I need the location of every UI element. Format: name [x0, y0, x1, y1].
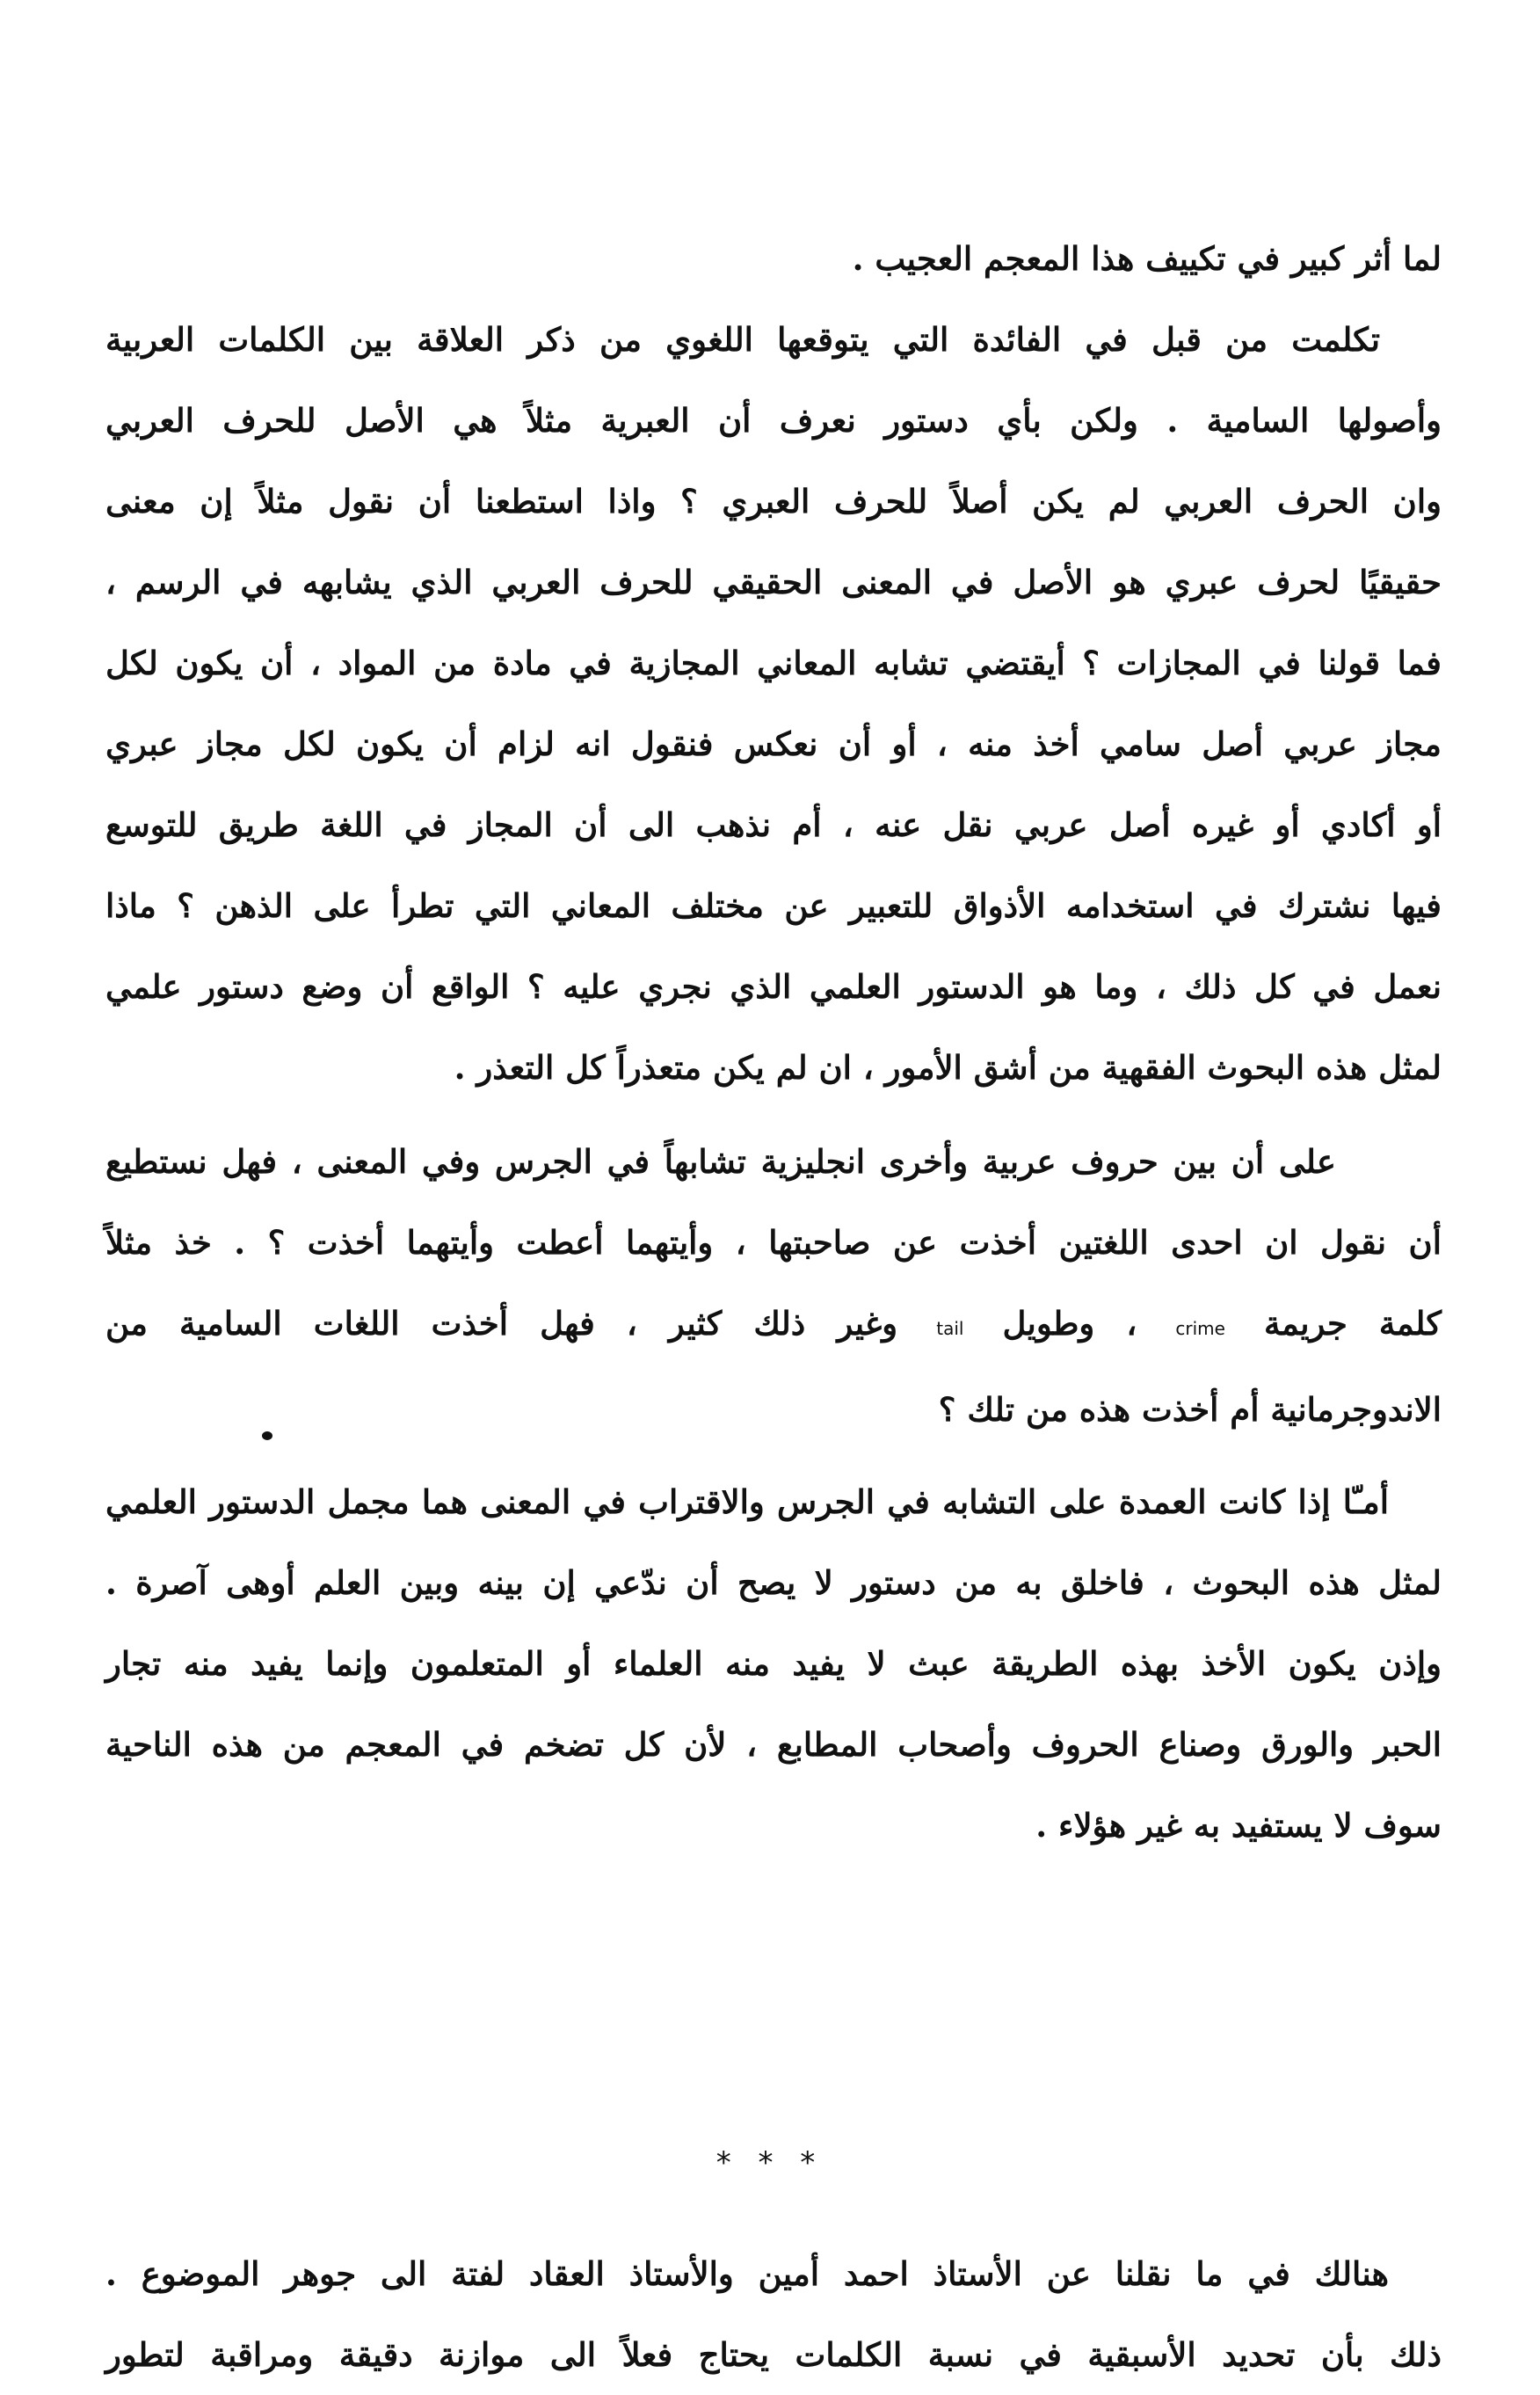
paragraph-scientific-method [105, 1461, 1442, 1866]
text-line: ذلك بأن تحديد الأسبقية في نسبة الكلمات يحتاج فعلاً الى موازنة دقيقة ومراقبة لتطور [105, 2335, 1442, 2374]
text-line: فيها نشترك في استخدامه الأذواق للتعبير عن مختلف المعاني التي تطرأ على الذهن ؟ ماذا [105, 886, 1442, 925]
text-line: أن نقول ان احدى اللغتين أخذت عن صاحبتها ، وأيتهما أعطت وأيتهما أخذت ؟ . خذ مثلاً [105, 1223, 1442, 1262]
text-line: فما قولنا في المجازات ؟ أيقتضي تشابه المعاني المجازية في مادة من المواد ، أن يكون لكل [105, 644, 1442, 682]
text-line: وأصولها السامية . ولكن بأي دستور نعرف أن العبرية مثلاً هي الأصل للحرف العربي [105, 401, 1442, 440]
text-line: سوف لا يستفيد به غير هؤلاء . [1035, 1806, 1442, 1845]
text-line [105, 1283, 1442, 1369]
text-line: لمثل هذه البحوث ، فاخلق به من دستور لا يصح أن ندّعي إن بينه وبين العلم أوهى آصرة . [105, 1563, 1442, 1602]
latin-word: tail [936, 1318, 964, 1339]
text-line: وإذن يكون الأخذ بهذه الطريقة عبث لا يفيد منه العلماء أو المتعلمون وإنما يفيد منه تجار [105, 1644, 1442, 1683]
text-line: مجاز عربي أصل سامي أخذ منه ، أو أن نعكس فنقول انه لزام أن يكون لكل مجاز عبري [105, 724, 1442, 763]
text-line: الاندوجرمانية أم أخذت هذه من تلك ؟ [938, 1390, 1442, 1429]
paragraph-semitic-origins [105, 299, 1442, 1108]
text-line: لمثل هذه البحوث الفقهية من أشق الأمور ، ان لم يكن متعذراً كل التعذر . [454, 1048, 1442, 1087]
text-fragment: كلمة جريمة [1264, 1304, 1442, 1343]
text-line: أمـّا إذا كانت العمدة على التشابه في الجرس والاقتراب في المعنى هما مجمل الدستور العلمي [105, 1482, 1389, 1521]
text-line: وان الحرف العربي لم يكن أصلاً للحرف العبري ؟ واذا استطعنا أن نقول مثلاً إن معنى [105, 482, 1442, 520]
text-line: هنالك في ما نقلنا عن الأستاذ احمد أمين والأستاذ العقاد لفتة الى جوهر الموضوع . [105, 2254, 1389, 2293]
ink-dot [262, 1431, 272, 1440]
text-line: على أن بين حروف عربية وأخرى انجليزية تشابهاً في الجرس وفي المعنى ، فهل نستطيع [105, 1142, 1336, 1181]
paragraph-continuation [105, 218, 1442, 299]
text-fragment: وغير ذلك كثير ، فهل أخذت اللغات السامية من [105, 1304, 898, 1343]
text-fragment: ، وطويل [1002, 1304, 1137, 1343]
text-line: تكلمت من قبل في الفائدة التي يتوقعها اللغوي من ذكر العلاقة بين الكلمات العربية [105, 320, 1380, 359]
paragraph-precedence [105, 2233, 1442, 2395]
paragraph-english-similarity [105, 1121, 1442, 1450]
text-line: أو أكادي أو غيره أصل عربي نقل عنه ، أم نذهب الى أن المجاز في اللغة طريق للتوسع [105, 805, 1442, 844]
latin-word: crime [1175, 1318, 1225, 1339]
text-line: حقيقيًا لحرف عبري هو الأصل في المعنى الحقيقي للحرف العربي الذي يشابهه في الرسم ، [105, 563, 1442, 601]
text-line: لما أثر كبير في تكييف هذا المعجم العجيب . [852, 239, 1442, 278]
text-line: نعمل في كل ذلك ، وما هو الدستور العلمي الذي نجري عليه ؟ الواقع أن وضع دستور علمي [105, 967, 1442, 1006]
text-line: الحبر والورق وصناع الحروف وأصحاب المطابع ، لأن كل تضخم في المعجم من هذه الناحية [105, 1725, 1442, 1764]
section-separator: * * * [716, 2145, 824, 2180]
